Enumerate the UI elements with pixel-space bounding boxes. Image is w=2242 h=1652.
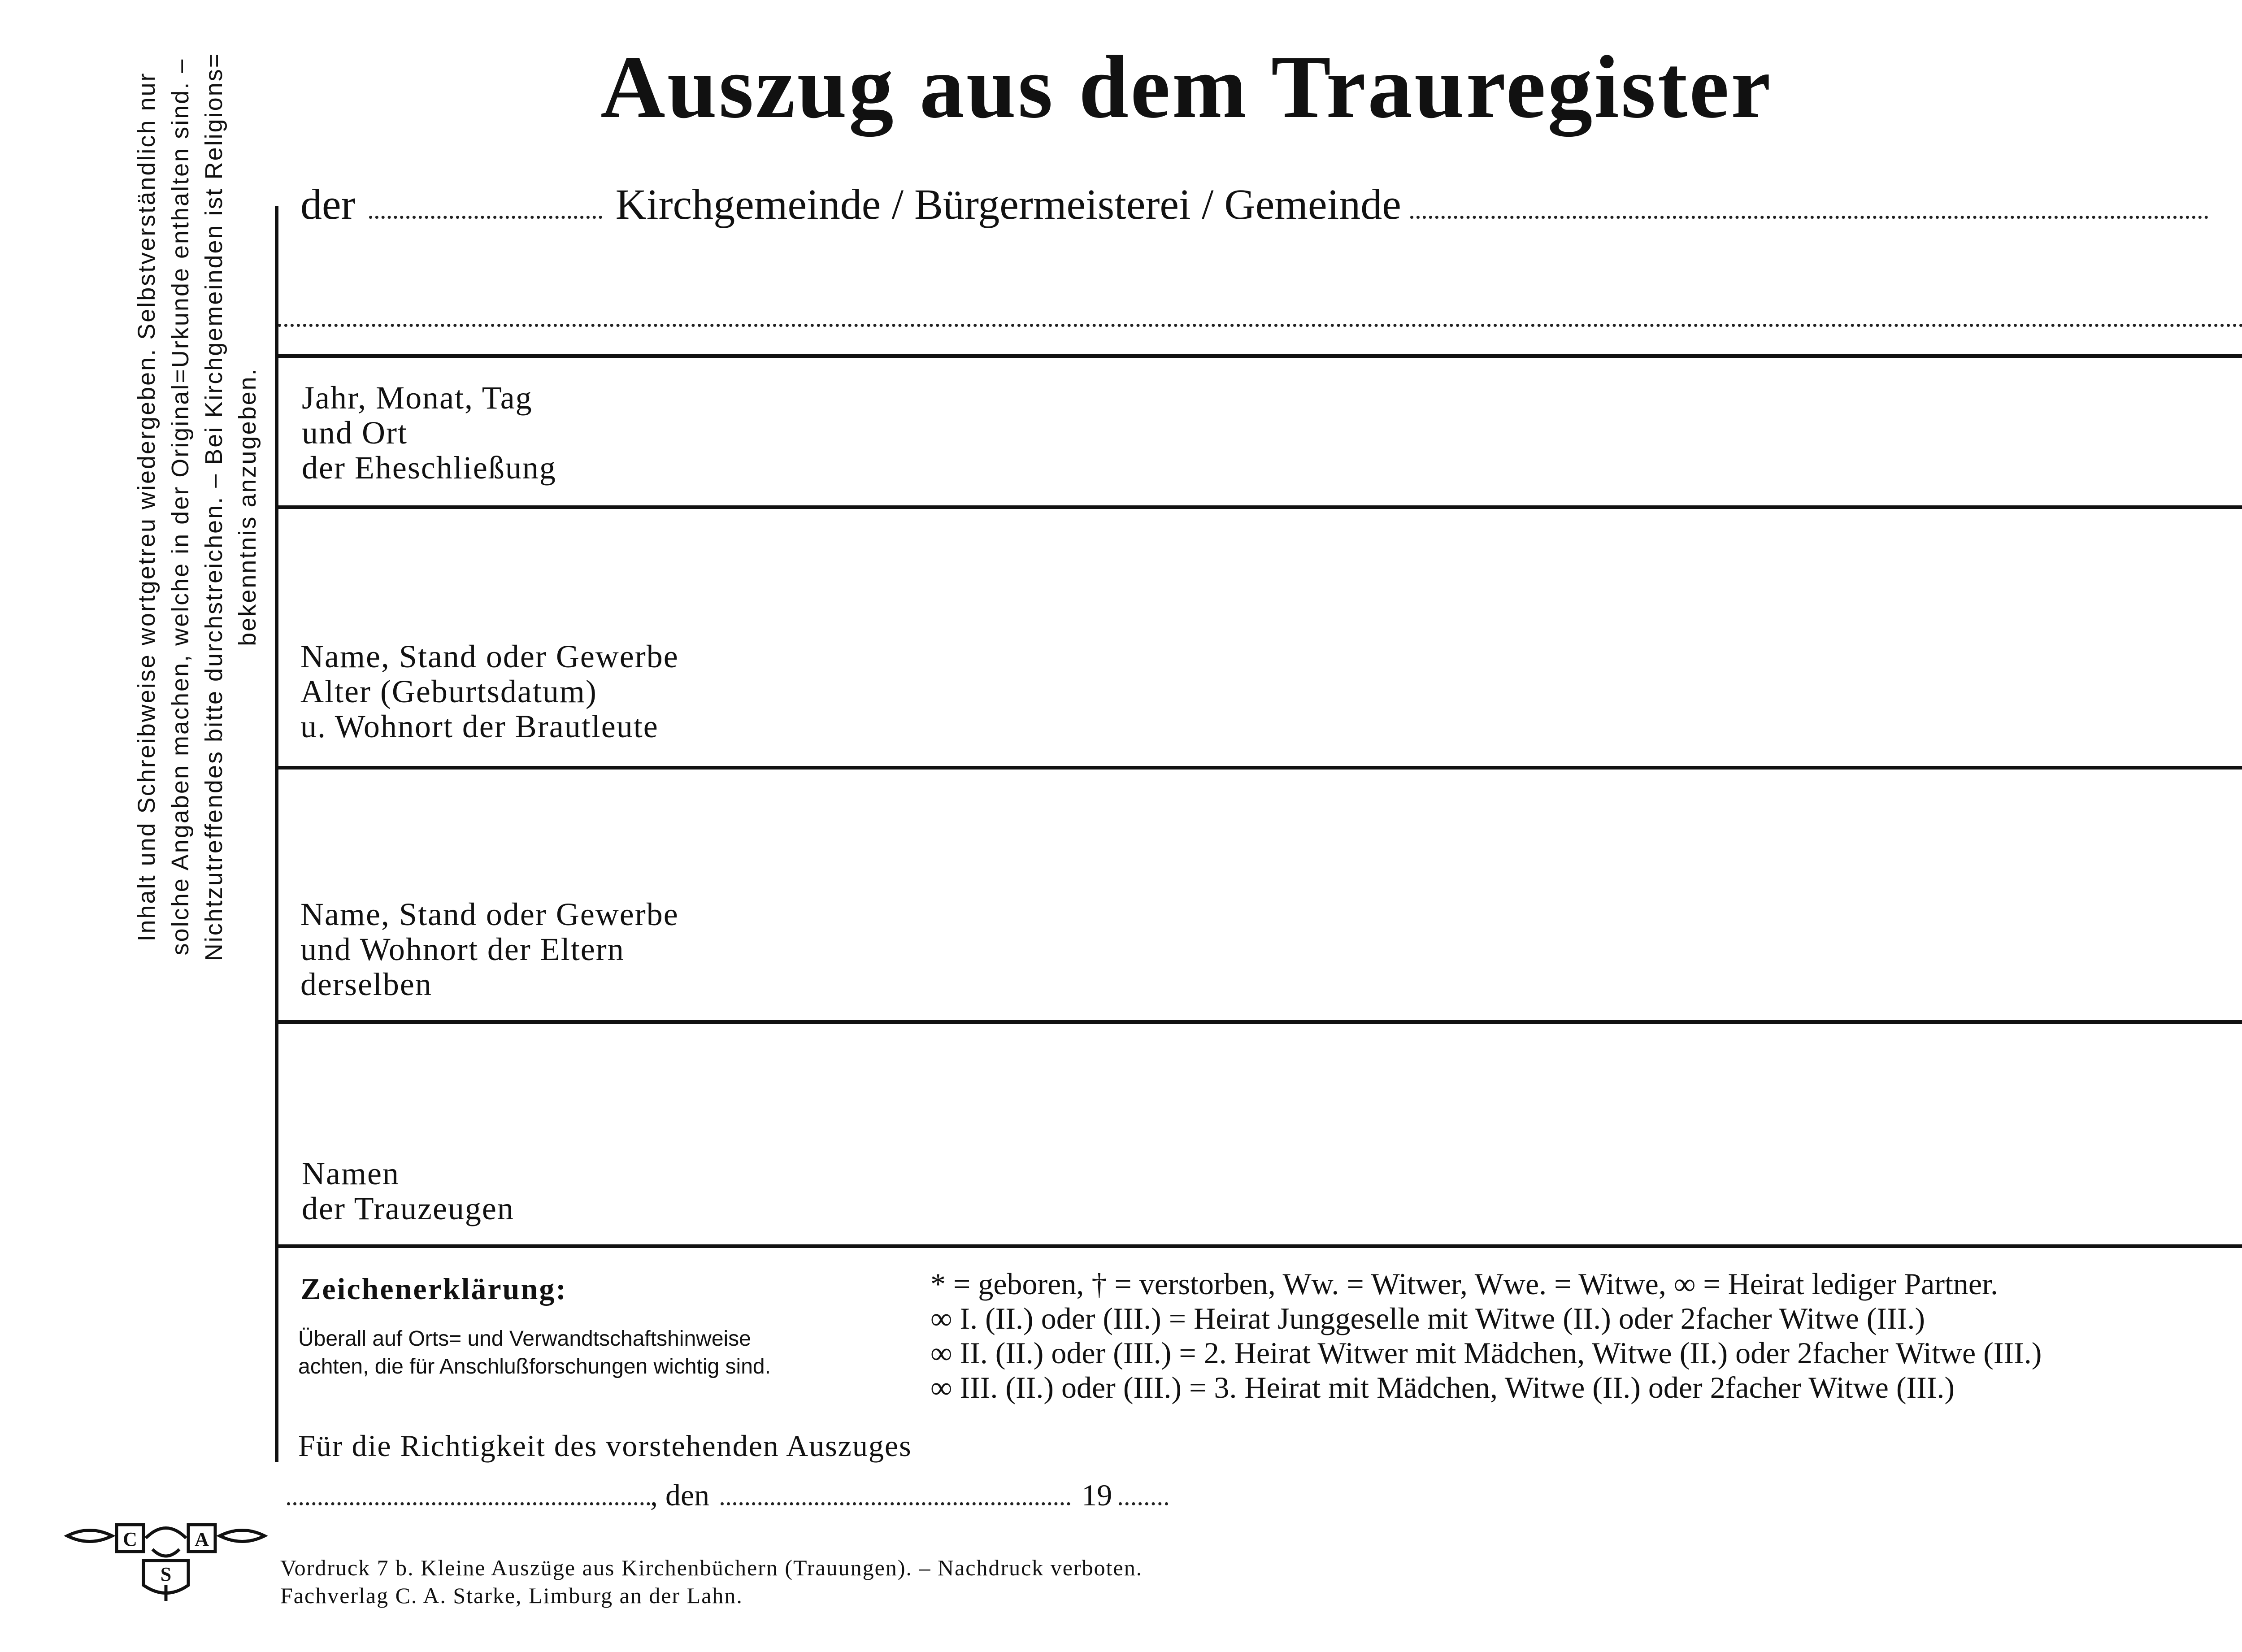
municipality-blank[interactable] (1410, 216, 2208, 219)
couple-info-label: Name, Stand oder Gewerbe Alter (Geburtsdatum) u. Wohnort der Brautleute (300, 639, 679, 744)
parents-info-label: Name, Stand oder Gewerbe und Wohnort der Eltern derselben (300, 896, 679, 1002)
place-blank[interactable] (287, 1502, 650, 1505)
signature-row (287, 1478, 1168, 1513)
witnesses-label: Namen der Trauzeugen (302, 1156, 514, 1226)
date-blank[interactable] (721, 1502, 1070, 1505)
church-label: Kirchgemeinde / Bürgermeisterei / Gemeinde (615, 180, 1401, 228)
left-border-line (275, 206, 278, 1462)
publisher-logo-icon (63, 1518, 269, 1603)
legend-line: ∞ III. (II.) oder (III.) = 3. Heirat mit Mädchen, Witwe (II.) oder 2facher Witwe (III.) (930, 1370, 1955, 1404)
logo-letter: C (123, 1528, 137, 1550)
parish-line (300, 179, 2208, 229)
row-divider (275, 354, 2242, 358)
logo-letter: S (160, 1563, 172, 1585)
form-number-note: Vordruck 7 b. Kleine Auszüge aus Kirchenbüchern (Trauungen). – Nachdruck verboten. (280, 1555, 1143, 1580)
parish-second-blank[interactable] (278, 324, 2242, 327)
row-divider (275, 1020, 2242, 1024)
legend-line: * = geboren, † = verstorben, Ww. = Witwer, Wwe. = Witwe, ∞ = Heirat lediger Partner. (930, 1267, 1998, 1301)
year-blank[interactable] (1119, 1502, 1168, 1505)
den-label: , den (650, 1478, 710, 1512)
row-divider (275, 766, 2242, 769)
row-divider (275, 505, 2242, 509)
der-label: der (300, 180, 356, 228)
legend-title: Zeichenerklärung: (300, 1272, 567, 1306)
parish-name-blank[interactable] (369, 216, 602, 219)
logo-letter: A (195, 1528, 209, 1550)
publisher-note: Fachverlag C. A. Starke, Limburg an der Lahn. (280, 1583, 743, 1608)
legend-line: ∞ II. (II.) oder (III.) = 2. Heirat Witwer mit Mädchen, Witwe (II.) oder 2facher Witwe (III.) (930, 1336, 2042, 1370)
row-divider (275, 1244, 2242, 1248)
page-title: Auszug aus dem Trauregister (600, 38, 1773, 137)
footer (280, 1554, 1143, 1609)
legend-symbols (930, 1267, 2042, 1405)
legend-note: Überall auf Orts= und Verwandtschaftshinweise achten, die für Anschlußforschungen wichtig sind. (298, 1327, 771, 1378)
legend-line: ∞ I. (II.) oder (III.) = Heirat Junggeselle mit Witwe (II.) oder 2facher Witwe (III.) (930, 1301, 1925, 1335)
side-instructions: Inhalt und Schreibweise wortgetreu wiedergeben. Selbstverständlich nur solche Angaben machen, welche in der Original=Urkunde enthalten sind. – Nichtzutreffendes bitte durchstreichen. – Bei Kirchgemeinden ist Religions= bekenntnis anzugeben. (133, 52, 261, 961)
marriage-date-label: Jahr, Monat, Tag und Ort der Eheschließung (302, 380, 556, 486)
year-prefix: 19 (1082, 1478, 1112, 1512)
confirmation-text: Für die Richtigkeit des vorstehenden Auszuges (298, 1429, 912, 1463)
